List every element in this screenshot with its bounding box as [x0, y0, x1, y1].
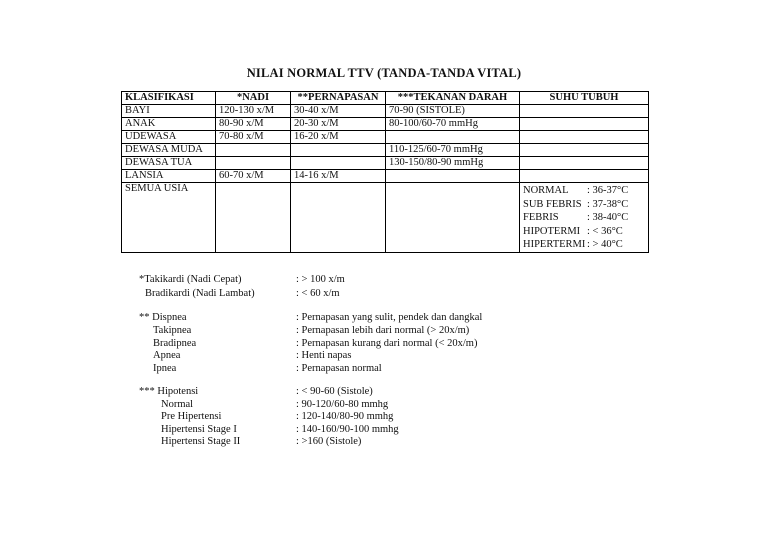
header-nadi: *NADI [216, 92, 291, 105]
cell-suhu [520, 157, 649, 170]
note-value: : Pernapasan normal [296, 363, 382, 374]
table-header-row [122, 92, 649, 105]
table-row [122, 105, 649, 118]
cell-klasifikasi: LANSIA [122, 170, 216, 183]
table-row [122, 170, 649, 183]
note-label: Pre Hipertensi [161, 411, 222, 422]
note-label: Hipertensi Stage I [161, 424, 237, 435]
note-value: : 120-140/80-90 mmhg [296, 411, 394, 422]
note-value: : < 60 x/m [296, 288, 340, 299]
table-row [122, 118, 649, 131]
note-label: *** Hipotensi [139, 386, 199, 397]
page-title: NILAI NORMAL TTV (TANDA-TANDA VITAL) [246, 66, 522, 80]
cell-pernapasan: 30-40 x/M [291, 105, 386, 118]
cell-klasifikasi: ANAK [122, 118, 216, 131]
cell-suhu [520, 144, 649, 157]
suhu-value: : > 40°C [587, 239, 623, 250]
suhu-label: FEBRIS [523, 212, 559, 223]
suhu-value: : 38-40°C [587, 212, 629, 223]
cell-tekanan-darah [386, 131, 520, 144]
cell-klasifikasi: SEMUA USIA [122, 183, 216, 253]
note-value: : Pernapasan lebih dari normal (> 20x/m) [296, 325, 470, 336]
cell-pernapasan [291, 183, 386, 253]
cell-klasifikasi: UDEWASA [122, 131, 216, 144]
cell-klasifikasi: BAYI [122, 105, 216, 118]
suhu-item [523, 211, 645, 225]
suhu-item [523, 198, 645, 212]
suhu-value: : 37-38°C [587, 198, 629, 210]
cell-tekanan-darah: 130-150/80-90 mmHg [386, 157, 520, 170]
cell-pernapasan: 20-30 x/M [291, 118, 386, 131]
suhu-item [523, 225, 645, 239]
table-row [122, 157, 649, 170]
cell-tekanan-darah [386, 170, 520, 183]
note-label: Apnea [153, 350, 181, 361]
note-label: Hipertensi Stage II [161, 436, 241, 447]
suhu-value: : 36-37°C [587, 185, 629, 196]
cell-nadi: 80-90 x/M [216, 118, 291, 131]
note-value: : < 90-60 (Sistole) [296, 386, 373, 397]
cell-tekanan-darah: 80-100/60-70 mmHg [386, 118, 520, 131]
cell-suhu [520, 131, 649, 144]
suhu-label: HIPERTERMI [523, 239, 586, 250]
note-value: : > 100 x/m [296, 274, 345, 285]
header-klasifikasi: KLASIFIKASI [122, 92, 216, 105]
note-value: : Pernapasan yang sulit, pendek dan dangkal [296, 312, 483, 323]
note-label: Ipnea [153, 363, 177, 374]
note-value: : Henti napas [296, 350, 352, 361]
cell-klasifikasi: DEWASA MUDA [122, 144, 216, 157]
note-value: : 140-160/90-100 mmhg [296, 424, 399, 435]
cell-nadi: 120-130 x/M [216, 105, 291, 118]
note-label: Bradipnea [153, 338, 197, 349]
cell-nadi: 70-80 x/M [216, 131, 291, 144]
cell-nadi [216, 157, 291, 170]
cell-klasifikasi: DEWASA TUA [122, 157, 216, 170]
cell-nadi [216, 144, 291, 157]
note-label: Normal [161, 399, 194, 410]
note-label: Takipnea [153, 325, 192, 336]
cell-suhu-list [520, 183, 649, 253]
suhu-item [523, 184, 645, 198]
cell-tekanan-darah [386, 183, 520, 253]
cell-pernapasan [291, 157, 386, 170]
table-row [122, 144, 649, 157]
cell-pernapasan: 14-16 x/M [291, 170, 386, 183]
suhu-item [523, 238, 645, 252]
cell-nadi [216, 183, 291, 253]
note-label: *Takikardi (Nadi Cepat) [139, 274, 242, 285]
cell-pernapasan: 16-20 x/M [291, 131, 386, 144]
table-row [122, 183, 649, 253]
cell-tekanan-darah: 110-125/60-70 mmHg [386, 144, 520, 157]
header-tekanan-darah: ***TEKANAN DARAH [386, 92, 520, 105]
suhu-value: : < 36°C [587, 225, 623, 237]
cell-pernapasan [291, 144, 386, 157]
suhu-label: SUB FEBRIS [523, 198, 582, 210]
header-suhu-tubuh: SUHU TUBUH [520, 92, 649, 105]
cell-suhu [520, 105, 649, 118]
suhu-label: HIPOTERMI [523, 225, 581, 237]
note-value: : 90-120/60-80 mmhg [296, 399, 389, 410]
cell-suhu [520, 118, 649, 131]
table-row [122, 131, 649, 144]
note-value: : Pernapasan kurang dari normal (< 20x/m) [296, 338, 478, 349]
note-value: : >160 (Sistole) [296, 436, 362, 447]
note-label: ** Dispnea [139, 312, 187, 323]
note-label: Bradikardi (Nadi Lambat) [145, 288, 255, 299]
cell-tekanan-darah: 70-90 (SISTOLE) [386, 105, 520, 118]
suhu-label: NORMAL [523, 185, 569, 196]
vital-signs-table [121, 91, 649, 253]
cell-nadi: 60-70 x/M [216, 170, 291, 183]
cell-suhu [520, 170, 649, 183]
header-pernapasan: **PERNAPASAN [291, 92, 386, 105]
